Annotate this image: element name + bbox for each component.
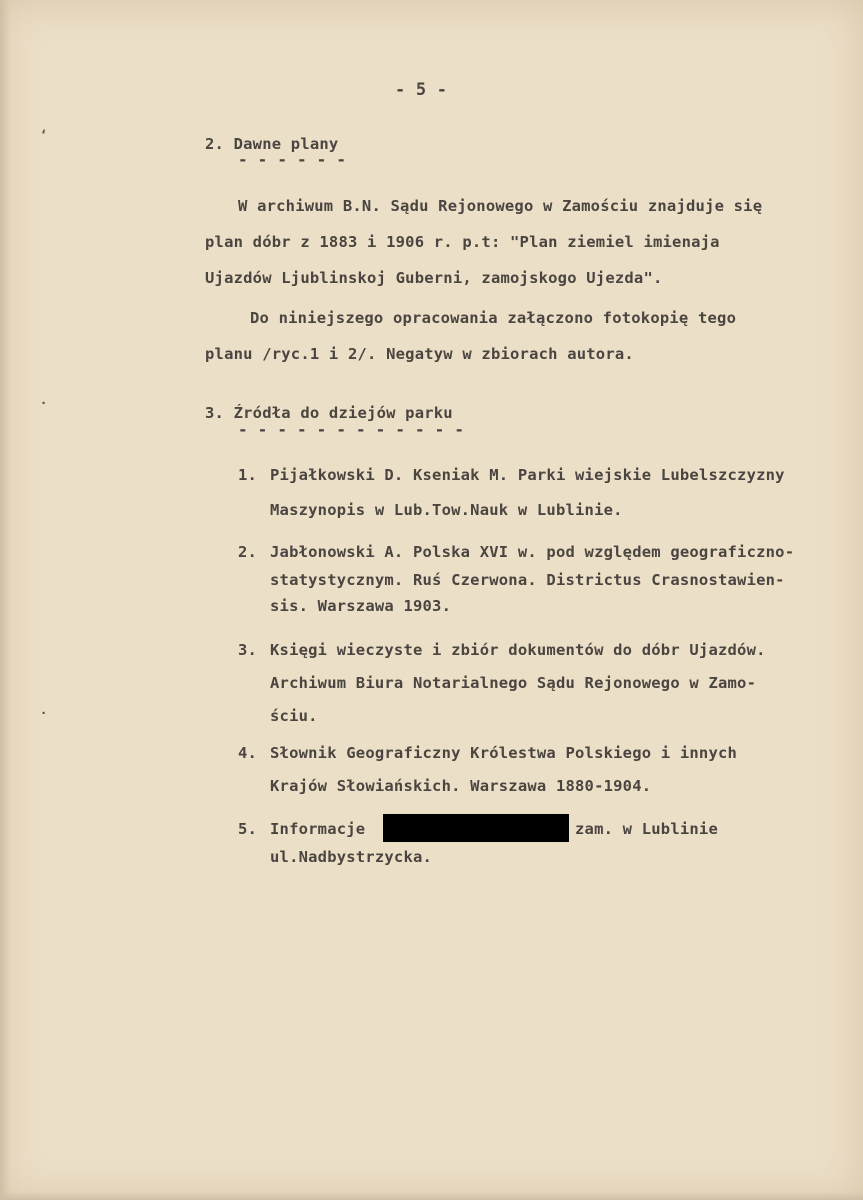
list-item-line: Słownik Geograficzny Królestwa Polskiego i innych [270,744,738,762]
paragraph-line: Do niniejszego opracowania załączono fotokopię tego [250,309,737,327]
paragraph-line: W archiwum B.N. Sądu Rejonowego w Zamościu znajduje się [238,197,763,215]
paper-edge-bottom [0,1192,863,1200]
list-item-line: Księgi wieczyste i zbiór dokumentów do dóbr Ujazdów. [270,641,766,659]
list-item-line: zam. w Lublinie [575,820,718,838]
page-number: - 5 - [395,80,448,100]
section-3-heading-underline: - - - - - - - - - - - - [238,420,465,439]
paper-edge-left [0,0,10,1200]
paper-speck: · [40,396,48,410]
list-item-line: Jabłonowski A. Polska XVI w. pod względem geograficzno- [270,543,795,561]
list-item-line: Informacje [270,820,366,838]
paragraph-line: plan dóbr z 1883 i 1906 r. p.t: "Plan ziemiel imienaja [205,233,720,251]
list-item-line: ul.Nadbystrzycka. [270,848,433,866]
list-item-line: Krajów Słowiańskich. Warszawa 1880-1904. [270,777,652,795]
list-item-number: 3. [238,641,258,659]
list-item-line: Archiwum Biura Notarialnego Sądu Rejonowego w Zamo- [270,674,757,692]
list-item-line: statystycznym. Ruś Czerwona. Districtus Crasnostawien- [270,571,785,589]
section-3-heading: 3. Źródła do dziejów parku [205,404,453,422]
list-item-number: 1. [238,466,258,484]
list-item-number: 2. [238,543,258,561]
list-item-line: sis. Warszawa 1903. [270,597,452,615]
redaction-bar [383,814,569,842]
list-item-number: 5. [238,820,258,838]
section-2-heading: 2. Dawne plany [205,135,339,153]
paper-speck: · [40,706,48,720]
list-item-line: Maszynopis w Lub.Tow.Nauk w Lublinie. [270,501,623,519]
section-2-heading-underline: - - - - - - [238,150,347,169]
paragraph-line: Ujazdów Ljublinskoj Guberni, zamojskogo Ujezda". [205,269,663,287]
paragraph-line: planu /ryc.1 i 2/. Negatyw w zbiorach autora. [205,345,634,363]
list-item-line: ściu. [270,707,318,725]
paper-speck: ʻ [40,128,48,142]
list-item-number: 4. [238,744,258,762]
list-item-line: Pijałkowski D. Kseniak M. Parki wiejskie Lubelszczyzny [270,466,785,484]
